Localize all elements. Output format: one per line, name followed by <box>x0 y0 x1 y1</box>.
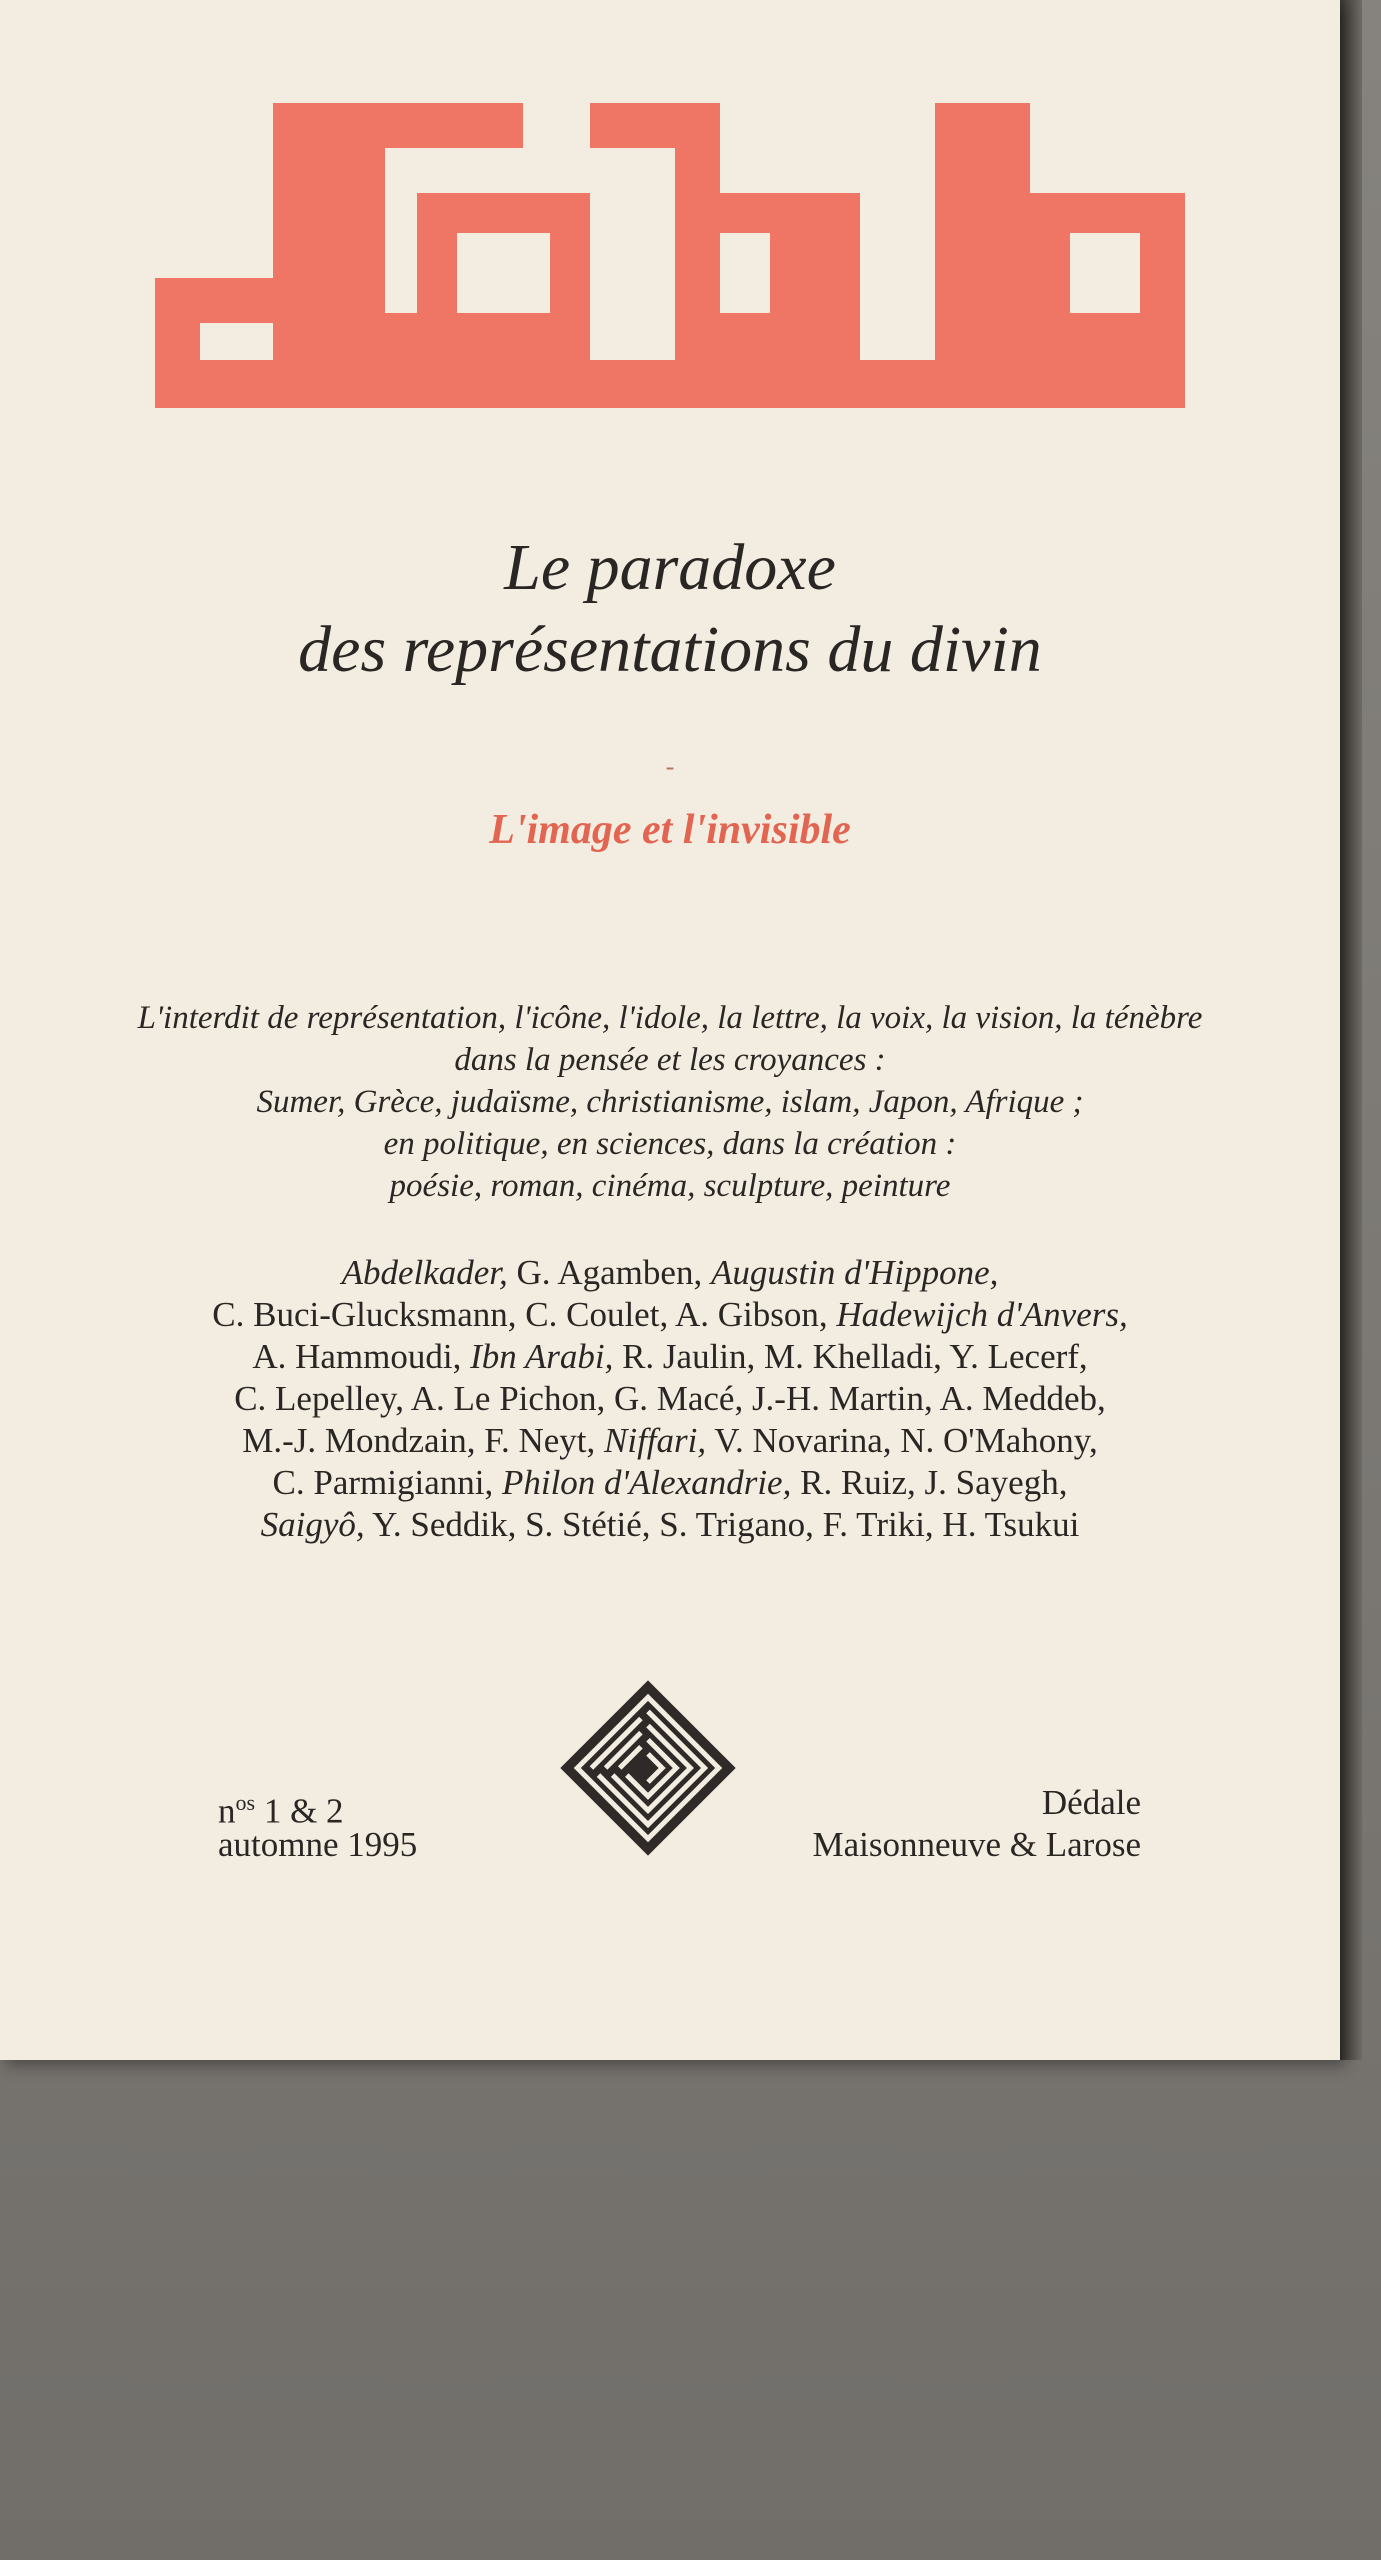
dedale-logo <box>155 103 1185 408</box>
title-line-2: des représentations du divin <box>298 613 1042 686</box>
separator-dash: - <box>665 752 675 781</box>
issue-date: automne 1995 <box>218 1825 418 1864</box>
description-line: Sumer, Grèce, judaïsme, christianisme, islam, Japon, Afrique ; <box>256 1084 1084 1120</box>
authors-line: C. Buci-Glucksmann, C. Coulet, A. Gibson, Hadewijch d'Anvers, <box>212 1295 1128 1334</box>
authors-line: C. Lepelley, A. Le Pichon, G. Macé, J.-H. Martin, A. Meddeb, <box>234 1379 1106 1418</box>
cover-edge-shadow <box>1340 0 1362 2060</box>
description-line: dans la pensée et les croyances : <box>454 1042 886 1078</box>
description-line: L'interdit de représentation, l'icône, l'idole, la lettre, la voix, la vision, la ténèbre <box>137 1000 1203 1036</box>
authors-line: Abdelkader, G. Agamben, Augustin d'Hippone, <box>341 1253 999 1292</box>
authors-line: A. Hammoudi, Ibn Arabi, R. Jaulin, M. Khelladi, Y. Lecerf, <box>252 1337 1088 1376</box>
issue-number: $n^{os}$ 1 & 2 <box>218 1790 344 1831</box>
subtitle: L'image et l'invisible <box>489 807 851 853</box>
description-line: en politique, en sciences, dans la création : <box>383 1126 957 1162</box>
authors-line: Saigyô, Y. Seddik, S. Stétié, S. Trigano, F. Triki, H. Tsukui <box>260 1505 1080 1544</box>
publisher-house: Maisonneuve & Larose <box>812 1825 1141 1864</box>
authors-line: M.-J. Mondzain, F. Neyt, Niffari, V. Novarina, N. O'Mahony, <box>242 1421 1098 1460</box>
publisher-name: Dédale <box>1041 1783 1141 1822</box>
authors-line: C. Parmigianni, Philon d'Alexandrie, R. Ruiz, J. Sayegh, <box>272 1463 1068 1502</box>
description-line: poésie, roman, cinéma, sculpture, peinture <box>389 1168 951 1204</box>
kufic-emblem-icon <box>553 1673 743 1863</box>
title-line-1: Le paradoxe <box>504 531 836 604</box>
